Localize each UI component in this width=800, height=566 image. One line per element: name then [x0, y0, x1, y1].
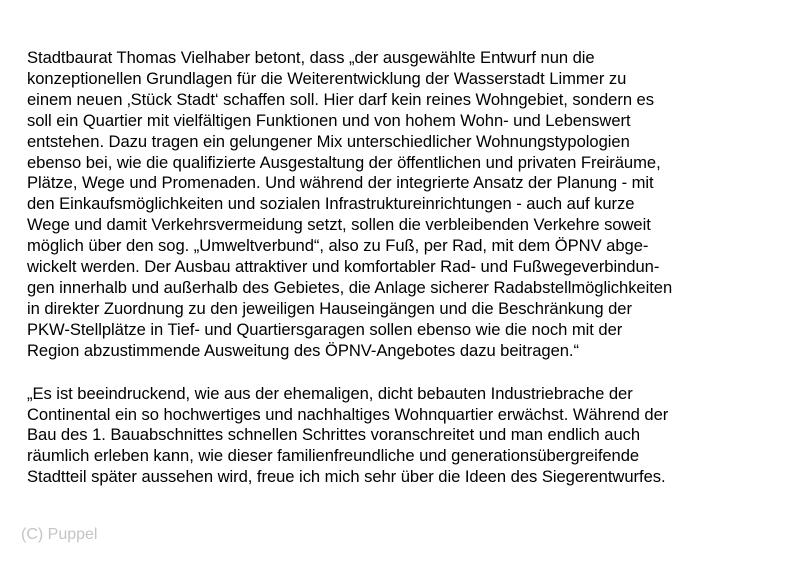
- text-line: Plätze, Wege und Promenaden. Und während der integrierte Ansatz der Planung - mit: [27, 173, 654, 193]
- text-line: Stadtbaurat Thomas Vielhaber betont, dass „der ausgewählte Entwurf nun die: [27, 48, 595, 67]
- text-line: Continental ein so hochwertiges und nachhaltiges Wohnquartier erwächst. Während der: [27, 404, 669, 424]
- text-line: entstehen. Dazu tragen ein gelungener Mix unterschiedlicher Wohnungstypologien: [27, 131, 630, 151]
- text-line: einem neuen ‚Stück Stadt‘ schaffen soll. Hier darf kein reines Wohngebiet, sondern es: [27, 89, 654, 109]
- paragraph-quote: [27, 384, 793, 489]
- text-line: den Einkaufsmöglichkeiten und sozialen Infrastruktureinrichtungen - auch auf kurze: [27, 194, 635, 214]
- text-line: ebenso bei, wie die qualifizierte Ausgestaltung der öffentlichen und privaten Freiräume,: [27, 152, 661, 172]
- text-line: räumlich erleben kann, wie dieser familienfreundliche und generationsübergreifende: [27, 446, 640, 466]
- paragraph-statement: [27, 48, 793, 362]
- text-line: Wege und damit Verkehrsvermeidung setzt, sollen die verbleibenden Verkehre soweit: [27, 215, 651, 235]
- document-body: [27, 48, 793, 488]
- copyright-watermark: (C) Puppel: [21, 526, 98, 543]
- text-line: „Es ist beeindruckend, wie aus der ehemaligen, dicht bebauten Industriebrache der: [27, 383, 633, 403]
- text-line: in direkter Zuordnung zu den jeweiligen Hauseingängen und die Beschränkung der: [27, 298, 632, 318]
- text-line: konzeptionellen Grundlagen für die Weiterentwicklung der Wasserstadt Limmer zu: [27, 68, 627, 88]
- text-line: möglich über den sog. „Umweltverbund“, also zu Fuß, per Rad, mit dem ÖPNV abge-: [27, 236, 649, 256]
- text-line: soll ein Quartier mit vielfältigen Funktionen und von hohem Wohn- und Lebenswert: [27, 110, 631, 130]
- text-line: gen innerhalb und außerhalb des Gebietes, die Anlage sicherer Radabstellmöglichkeiten: [27, 277, 673, 297]
- text-line: Region abzustimmende Ausweitung des ÖPNV-Angebotes dazu beitragen.“: [27, 340, 579, 360]
- text-line: Stadtteil später aussehen wird, freue ich mich sehr über die Ideen des Siegerentwurfes.: [27, 467, 666, 487]
- text-line: Bau des 1. Bauabschnittes schnellen Schrittes voranschreitet und man endlich auch: [27, 425, 641, 445]
- text-line: wickelt werden. Der Ausbau attraktiver und komfortabler Rad- und Fußwegeverbindun-: [27, 257, 660, 277]
- text-line: PKW-Stellplätze in Tief- und Quartiersgaragen sollen ebenso wie die noch mit der: [27, 319, 623, 339]
